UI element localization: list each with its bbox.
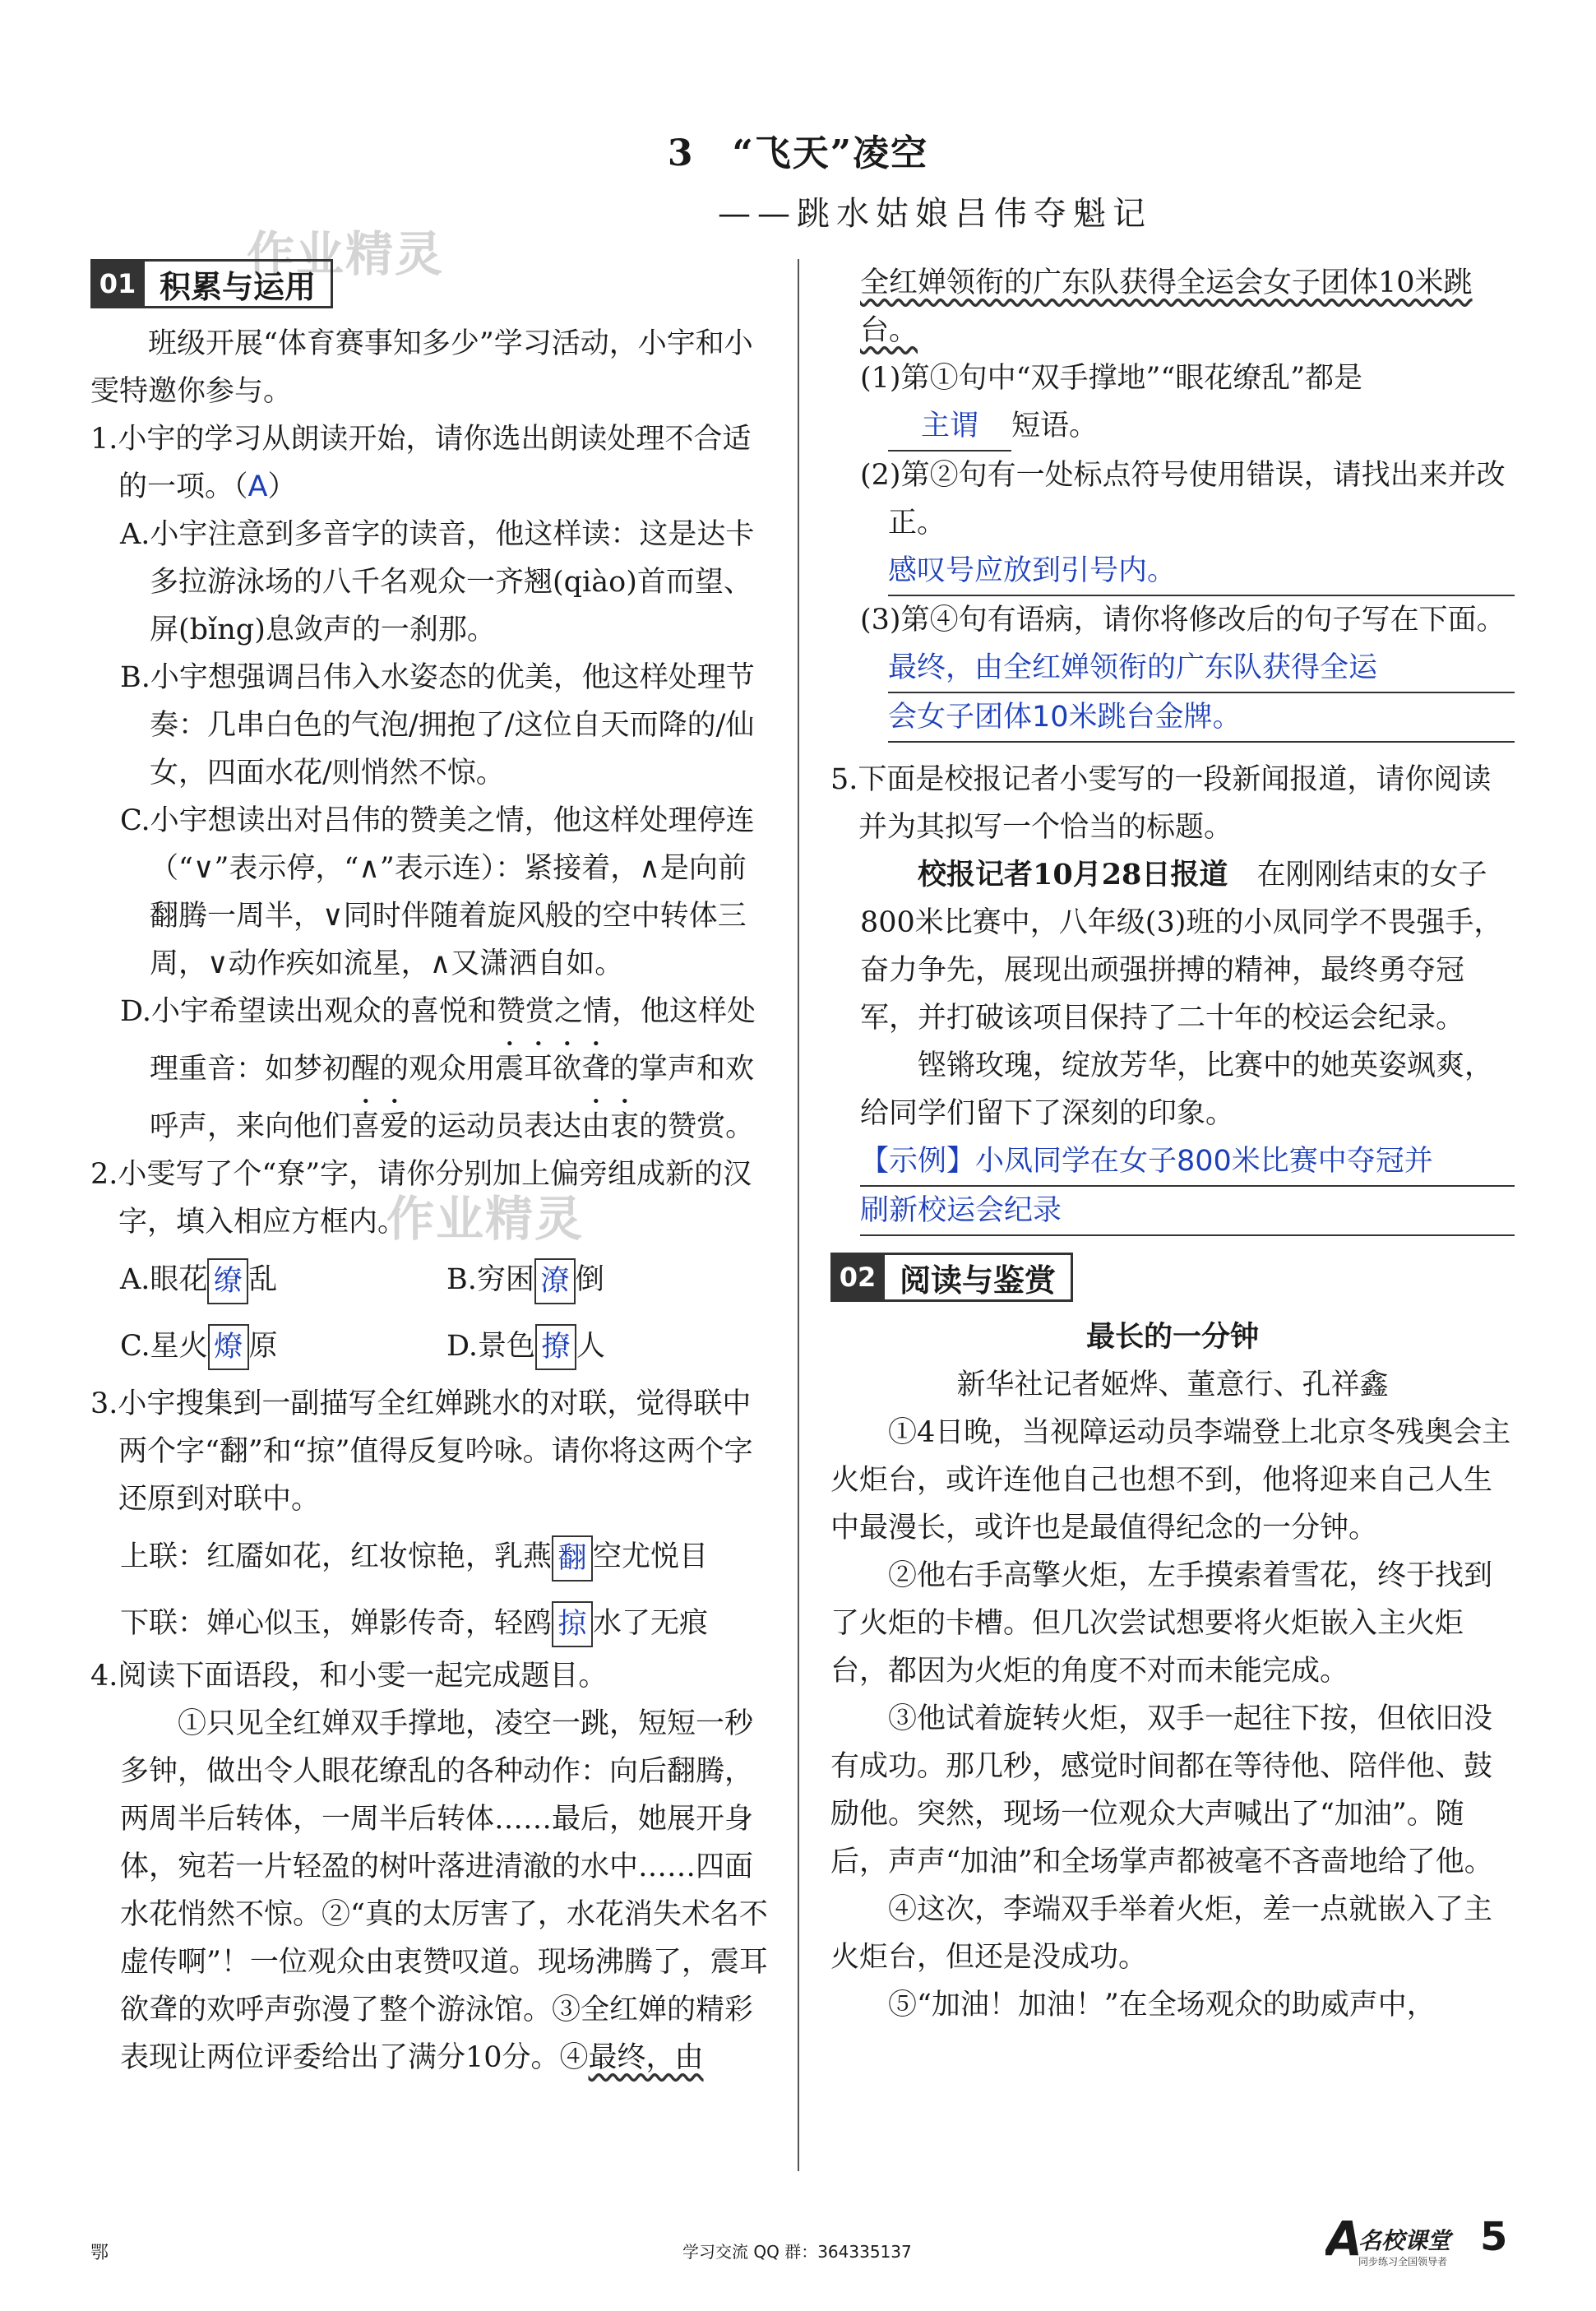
article-para-2: ②他右手高擎火炬，左手摸索着雪花，终于找到了火炬的卡槽。但几次尝试想要将火炬嵌入主火炬台，都因为火炬的角度不对而未能完成。 (830, 1559, 1493, 1688)
article-para-5: ⑤“加油！加油！”在全场观众的助威声中， (888, 1989, 1436, 2022)
answer-q1: A (247, 470, 268, 503)
logo-text: 名校课堂 (1358, 2227, 1451, 2254)
q4-passage: ①只见全红婵双手撑地，凌空一跳，短短一秒多钟，做出令人眼花缭乱的各种动作：向后翻腾，两周半后转体，一周半后转体……最后，她展开身体，宛若一片轻盈的树叶落进清澈的水中……四面水花悄然不惊。②“真的太厉害了，水花消失术名不虚传啊”！一位观众由衷赞叹道。现场沸腾了，震耳欲聋的欢呼声弥漫了整个游泳馆。③全红婵的精彩表现让两位评委给出了满分10分。④最终，由 (120, 1707, 768, 2074)
answer-box: 燎 (208, 1324, 249, 1370)
option-a: A.小宇注意到多音字的读音，他这样读：这是达卡多拉游泳场的八千名观众一齐翘(qiào)首而望、屏(bǐng)息敛声的一刹那。 (120, 518, 755, 646)
option-d: D.小宇希望读出观众的喜悦和赞赏之情，他这样处理重音：如梦初醒的观众用震耳欲聋的掌声和欢呼声，来向他们喜爱的运动员表达由衷的赞赏。 (120, 995, 756, 1143)
article-para-4: ④这次，李端双手举着火炬，差一点就嵌入了主火炬台，但还是没成功。 (830, 1893, 1493, 1974)
article-title: 最长的一分钟 (1085, 1320, 1259, 1354)
section-number: 02 (830, 1253, 885, 1302)
answer-q4-1: 主谓 (920, 410, 978, 442)
couplet-lower: 下联：婵心似玉，婵影传奇，轻鸥 掠 水了无痕 (90, 1600, 773, 1648)
option-b: B.小宇想强调吕伟入水姿态的优美，他这样处理节奏：几串白色的气泡/拥抱了/这位自天而降的/仙女，四面水花/则悄然不惊。 (120, 661, 755, 790)
question-3: 3.小宇搜集到一副描写全红婵跳水的对联，觉得联中两个字“翻”和“掠”值得反复吟咏。请你将这两个字还原到对联中。 (90, 1387, 753, 1516)
answer-box: 掠 (552, 1601, 593, 1647)
article-byline: 新华社记者姬烨、董意行、孔祥鑫 (956, 1369, 1389, 1401)
page-subtitle: ——跳水姑娘吕伟夺魁记 (718, 195, 1152, 233)
couplet-upper: 上联：红靥如花，红妆惊艳，乳燕 翻 空尤悦目 (90, 1533, 773, 1582)
question-5: 5.下面是校报记者小雯写的一段新闻报道，请你阅读并为其拟写一个恰当的标题。 (830, 763, 1492, 844)
q4-sub-1: (1)第①句中“双手撑地”“眼花缭乱”都是 主谓 短语。 (830, 354, 1515, 452)
q2-row-1: A.眼花 缭 乱 B.穷困 潦 倒 (90, 1256, 773, 1304)
answer-q4-2: 感叹号应放到引号内。 (888, 547, 1515, 596)
q4-sub-2: (2)第②句有一处标点符号使用错误，请找出来并改正。 (860, 459, 1506, 540)
page-number: 5 (1480, 2214, 1508, 2260)
watermark: 作业精灵 (247, 226, 445, 282)
question-2: 2.小雯写了个“尞”字，请你分别加上偏旁组成新的汉字，填入相应方框内。 (90, 1158, 752, 1239)
article-para-1: ①4日晚，当视障运动员李端登上北京冬残奥会主火炬台，或许连他自己也想不到，他将迎来自己人生中最漫长，或许也是最值得纪念的一分钟。 (830, 1416, 1511, 1545)
section-header-02 (830, 1253, 1515, 1302)
section-label: 阅读与鉴赏 (885, 1253, 1073, 1302)
question-1: 1.小宇的学习从朗读开始，请你选出朗读处理不合适的一项。（A） (90, 423, 752, 503)
footer-region: 鄂 (90, 2243, 109, 2263)
q2-row-2: C.星火 燎 原 D.景色 撩 人 (90, 1322, 773, 1371)
section-intro: 班级开展“体育赛事知多少”学习活动，小宇和小雯特邀你参与。 (90, 327, 753, 408)
q4-sub-3: (3)第④句有语病，请你将修改后的句子写在下面。 (860, 604, 1506, 637)
right-column (830, 259, 1515, 2029)
news-para-1: 校报记者10月28日报道 在刚刚结束的女子800米比赛中，八年级(3)班的小凤同学不畏强手，奋力争先，展现出顽强拼搏的精神，最终勇夺冠军，并打破该项目保持了二十年的校运会纪录。 (860, 858, 1503, 1035)
option-c: C.小宇想读出对吕伟的赞美之情，他这样处理停连（“∨”表示停，“∧”表示连）：紧接着，∧是向前翻腾一周半，∨同时伴随着旋风般的空中转体三周，∨动作疾如流星，∧又潇洒自如。 (120, 804, 755, 980)
svg-text:A: A (1325, 2212, 1362, 2267)
footer-qq-group: 学习交流 QQ 群：364335137 (682, 2242, 912, 2262)
answer-q4-2-line (830, 547, 1515, 596)
answer-box: 缭 (207, 1258, 248, 1304)
watermark-2: 作业精灵 (386, 1191, 585, 1247)
page-title: 3 “飞天”凌空 (667, 132, 929, 174)
section-number: 01 (90, 259, 145, 308)
brand-logo-icon (1325, 2212, 1464, 2270)
article-para-3: ③他试着旋转火炬，双手一起往下按，但依旧没有成功。那几秒，感觉时间都在等待他、陪伴他、鼓励他。突然，现场一位观众大声喊出了“加油”。随后，声声“加油”和全场掌声都被毫不吝啬地给了他。 (830, 1702, 1493, 1878)
column-divider (798, 259, 799, 2171)
answer-box: 潦 (534, 1258, 576, 1304)
section-label: 积累与运用 (145, 259, 333, 308)
answer-box: 翻 (552, 1535, 593, 1582)
news-para-2: 铿锵玫瑰，绽放芳华，比赛中的她英姿飒爽，给同学们留下了深刻的印象。 (860, 1049, 1494, 1130)
answer-q4-3: 最终，由全红婵领衔的广东队获得全运 会女子团体10米跳台金牌。 (830, 644, 1515, 743)
answer-q5: 【示例】小凤同学在女子800米比赛中夺冠并 刷新校运会纪录 (830, 1137, 1515, 1236)
left-column (90, 259, 773, 2082)
logo-subtext: 同步练习全国领导者 (1358, 2256, 1448, 2267)
answer-box: 撩 (535, 1324, 576, 1370)
section-header-01 (90, 259, 773, 308)
q4-passage-cont: 全红婵领衔的广东队获得全运会女子团体10米跳台。 (860, 266, 1473, 347)
question-4: 4.阅读下面语段，和小雯一起完成题目。 (90, 1660, 608, 1693)
